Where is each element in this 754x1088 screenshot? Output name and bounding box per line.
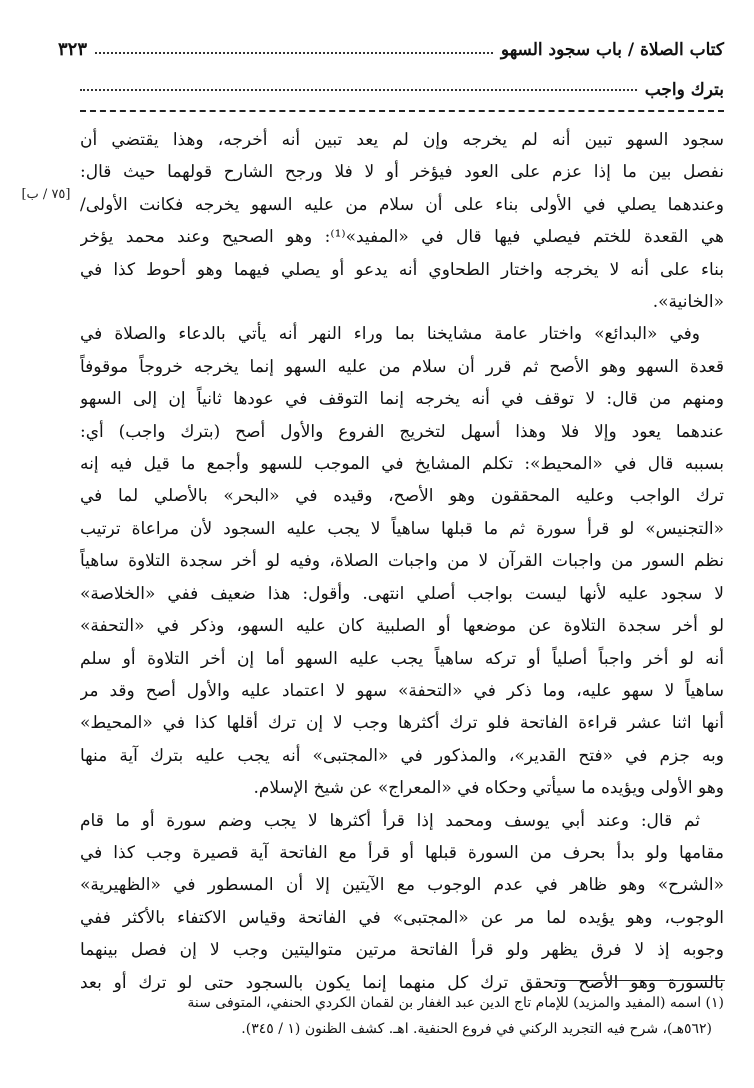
body-line: «الخانية». <box>652 292 724 313</box>
body-line: لو أخر سجدة التلاوة عن موضعها أو الصلبية كان عليه السهو، وذكر في «التحفة» <box>80 616 724 637</box>
body-line: وجوبه إذ لا فرق يظهر ولو قرأ الفاتحة مرتين متواليتين وجب لا إن فصل بينهما <box>80 940 724 961</box>
body-line: ثم قال: وعند أبي يوسف ومحمد إذا قرأ أكثرها لا يجب وضم سورة أو ما قام <box>80 810 701 831</box>
chapter-title: كتاب الصلاة / باب سجود السهو <box>500 40 724 60</box>
matn-separator <box>80 110 724 112</box>
body-line: ساهياً لا سهو عليه، وما ذكر في «التحفة» سهو لا اعتماد عليه والأول أصح وقد مر <box>80 680 724 701</box>
matn-text: بترك واجب <box>644 80 724 100</box>
body-line: بناء على أنه لا يخرجه واختار الطحاوي أنه يدعو أو يصلي فيهما وهو أحوط كذا في <box>80 259 724 280</box>
body-line: وهو الأولى ويؤيده ما سيأتي وحكاه في «المعراج» عن شيخ الإسلام. <box>253 778 724 799</box>
body-line: وبه جزم في «فتح القدير»، والمذكور في «المجتبى» أنه يجب عليه بترك آية منها <box>80 745 724 766</box>
margin-folio-reference: [٧٥ / ب] <box>21 187 71 202</box>
body-line: نظم السور من واجبات القرآن لا من واجبات الصلاة، وفيه لو أخر سجدة التلاوة ساهياً <box>80 551 724 572</box>
header-leader <box>95 52 493 54</box>
body-line: «الشرح» وهو ظاهر في عدم الوجوب مع الآيتين إلا أن المسطور في «الظهيرية» <box>80 875 724 896</box>
body-line: مقامها ولو بدأ بحرف من السورة قبلها أو قرأ مع الفاتحة آية قصيرة وجب كذا في <box>80 842 724 863</box>
commentary-body <box>80 124 724 999</box>
body-line: «التجنيس» لو قرأ سورة ثم ما قبلها ساهياً لا يجب عليه السجود لأن مراعاة ترتيب <box>80 518 724 539</box>
body-line: سجود السهو تبين أنه لم يخرجه وإن لم يعد تبين أنه أخرجه، وهذا يقتضي أن <box>80 130 724 150</box>
matn-line <box>80 78 724 102</box>
body-line: بالسورة وهو الأصح وتحقق ترك كل منهما إنما يكون بالسجود حتى لو ترك أو بعد <box>80 972 724 993</box>
body-line: بسببه قال في «المحيط»: تكلم المشايخ في الموجب للسهو وأجمع ما قيل فيه إنه <box>80 454 724 475</box>
footnote-line: (٥٦٢هـ)، شرح فيه التجريد الركني في فروع الحنفية. اهـ. كشف الظنون (١ / ٣٤٥). <box>241 1021 712 1037</box>
body-line: وفي «البدائع» واختار عامة مشايخنا بما وراء النهر أنه يأتي بالدعاء والصلاة في <box>80 324 700 345</box>
matn-leader <box>80 89 637 91</box>
body-line: ترك الواجب وعليه المحققون وهو الأصح، وقيده في «البحر» بالأصلي لما في <box>80 486 724 507</box>
body-line: قعدة السهو وهو الأصح ثم قرر أن سلام من عليه السهو إنما يخرجه خروجاً موقوفاً <box>80 356 724 377</box>
body-line: الوجوب، وهو يؤيده لما مر عن «المجتبى» في الفاتحة وقياس الاكتفاء بالأكثر ففي <box>80 907 724 928</box>
footnote <box>80 990 724 1042</box>
body-line: أنها اثنا عشر قراءة الفاتحة فلو ترك أكثرها وجب لا إن ترك أقلها كذا في «المحيط» <box>80 713 724 734</box>
body-line: ومنهم من قال: لا توقف في أنه يخرجه إنما التوقف في عودها ثانياً إن إلى السهو <box>80 389 724 410</box>
footnote-rule <box>555 980 725 981</box>
body-line: عندهما يعود وإلا فلا وهذا أسهل لتخريج الفروع والأول أصح (بترك واجب) أي: <box>80 421 724 442</box>
body-line: وعندهما يصلي في الأولى بناء على أن سلام من عليه السهو يخرجه فكانت الأولى/ <box>80 194 724 215</box>
body-line: نفصل بين ما إذا عزم على العود فيؤخر أو لا فلا ورجح الشارح قولهما حيث قال: <box>80 162 724 183</box>
body-line: هي القعدة للختم فيصلي فيها قال في «المفيد»⁽¹⁾: وهو الصحيح وعند محمد يؤخر <box>80 227 724 248</box>
body-line: لا سجود عليه لأنها ليست بواجب أصلي انتهى. وأقول: هذا ضعيف ففي «الخلاصة» <box>80 583 724 604</box>
page-number: ٣٢٣ <box>58 39 88 60</box>
footnote-line: (١) اسمه (المفيد والمزيد) للإمام تاج الدين عبد الغفار بن لقمان الكردي الحنفي، المتوفى سنة <box>187 995 724 1011</box>
running-header <box>58 30 724 60</box>
body-line: أنه لو أخر واجباً أصلياً أو تركه ساهياً يجب عليه السهو أما إن أخر التلاوة أو سلم <box>80 648 724 669</box>
